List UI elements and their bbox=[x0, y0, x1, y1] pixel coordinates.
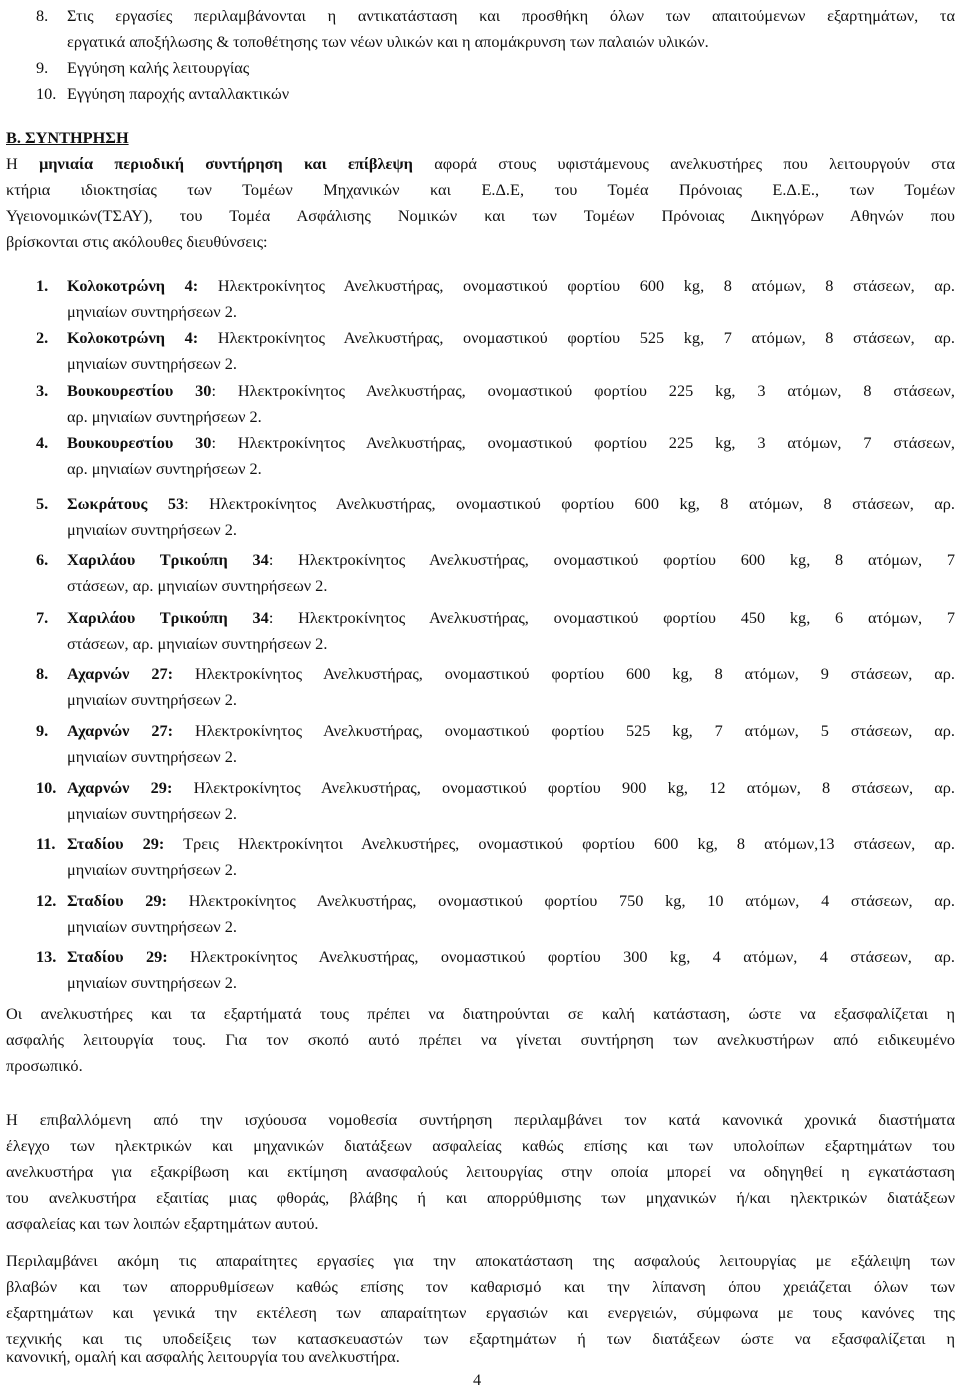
paragraph-text: Η bbox=[6, 154, 40, 173]
list-item-number: 13. bbox=[36, 947, 57, 966]
list-item-number: 4. bbox=[36, 433, 49, 452]
list-item-text: Ηλεκτροκίνητος Ανελκυστήρας, ονομαστικού φορτίου 750 kg, 10 ατόμων, 4 στάσεων, αρ. bbox=[166, 891, 955, 910]
list-item-line: μηνιαίων συντηρήσεων 2. bbox=[67, 917, 237, 936]
list-item-line bbox=[67, 381, 955, 401]
list-item-line bbox=[67, 778, 955, 798]
list-item-number: 1. bbox=[36, 276, 49, 295]
paragraph-line: τεχνικής και τις υποδείξεις των κατασκευαστών των εξαρτημάτων ή των διατάξεων ώστε να εξασφαλίζεται η bbox=[6, 1329, 955, 1348]
address-label: Σταδίου 29: bbox=[67, 891, 167, 910]
section-paragraph-line: κτήρια ιδιοκτησίας των Τομέων Μηχανικών και Ε.Δ.Ε, του Τομέα Πρόνοιας Ε.Δ.Ε., των Τομέων bbox=[6, 180, 955, 199]
list-item-line: αρ. μηνιαίων συντηρήσεων 2. bbox=[67, 459, 262, 478]
intro-item-text: Εγγύηση παροχής ανταλλακτικών bbox=[67, 84, 290, 103]
list-item-line bbox=[67, 328, 955, 348]
address-label: Αχαρνών 29: bbox=[67, 778, 173, 797]
list-item-text: : Ηλεκτροκίνητος Ανελκυστήρας, ονομαστικού φορτίου 450 kg, 6 ατόμων, 7 bbox=[268, 608, 956, 627]
intro-item-text: Στις εργασίες περιλαμβάνονται η αντικατάσταση και προσθήκη όλων των απαιτούμενων εξαρτημάτων, τα bbox=[67, 6, 955, 25]
paragraph-line: ασφαλής λειτουργία τους. Για τον σκοπό αυτό πρέπει να γίνεται συντήρηση των ανελκυστήρων από ειδικευμένο bbox=[6, 1030, 955, 1049]
list-item-line: μηνιαίων συντηρήσεων 2. bbox=[67, 302, 237, 321]
address-label: Σταδίου 29: bbox=[67, 834, 165, 853]
page-number: 4 bbox=[473, 1370, 482, 1389]
list-item-text: Τρεις Ηλεκτροκίνητοι Ανελκυστήρες, ονομαστικού φορτίου 600 kg, 8 ατόμων,13 στάσεων, αρ. bbox=[164, 834, 955, 853]
list-item-text: Ηλεκτροκίνητος Ανελκυστήρας, ονομαστικού φορτίου 300 kg, 4 ατόμων, 4 στάσεων, αρ. bbox=[167, 947, 955, 966]
paragraph-bold-text: μηνιαία περιοδική συντήρηση και επίβλεψη bbox=[39, 154, 413, 173]
address-label: Χαριλάου Τρικούπη 34 bbox=[67, 550, 269, 569]
address-label: Αχαρνών 27: bbox=[67, 721, 174, 740]
paragraph-line: ασφαλείας και των λοιπών εξαρτημάτων αυτού. bbox=[6, 1214, 319, 1233]
list-item-text: Ηλεκτροκίνητος Ανελκυστήρας, ονομαστικού φορτίου 600 kg, 8 ατόμων, 9 στάσεων, αρ. bbox=[173, 664, 955, 683]
list-item-text: : Ηλεκτροκίνητος Ανελκυστήρας, ονομαστικού φορτίου 225 kg, 3 ατόμων, 8 στάσεων, bbox=[211, 381, 955, 400]
list-item-text: : Ηλεκτροκίνητος Ανελκυστήρας, ονομαστικού φορτίου 600 kg, 8 ατόμων, 8 στάσεων, αρ. bbox=[184, 494, 956, 513]
paragraph-line: εξαρτημάτων και γενικά την εκτέλεση των απαραίτητων εργασιών και ενεργειών, σύμφωνα με τους κανόνες της bbox=[6, 1303, 955, 1322]
list-item-line: μηνιαίων συντηρήσεων 2. bbox=[67, 690, 237, 709]
address-label: Κολοκοτρώνη 4: bbox=[67, 276, 199, 295]
list-item-line bbox=[67, 664, 955, 684]
paragraph-line: κανονική, ομαλή και ασφαλής λειτουργία του ανελκυστήρα. bbox=[6, 1347, 400, 1366]
list-item-text: Ηλεκτροκίνητος Ανελκυστήρας, ονομαστικού φορτίου 525 kg, 7 ατόμων, 8 στάσεων, αρ. bbox=[198, 328, 956, 347]
address-label: Βουκουρεστίου 30 bbox=[67, 433, 212, 452]
list-item-line: μηνιαίων συντηρήσεων 2. bbox=[67, 520, 237, 539]
section-paragraph-line: Υγειονομικών(ΤΣΑΥ), του Τομέα Ασφάλισης Νομικών και των Τομέων Πρόνοιας Δικηγόρων Αθηνών που bbox=[6, 206, 955, 225]
list-item-line bbox=[67, 721, 955, 741]
address-label: Αχαρνών 27: bbox=[67, 664, 174, 683]
address-label: Σωκράτους 53 bbox=[67, 494, 185, 513]
list-item-line bbox=[67, 947, 955, 967]
list-item-number: 10. bbox=[36, 778, 57, 797]
list-item-text: Ηλεκτροκίνητος Ανελκυστήρας, ονομαστικού φορτίου 600 kg, 8 ατόμων, 8 στάσεων, αρ. bbox=[198, 276, 956, 295]
list-item-line: αρ. μηνιαίων συντηρήσεων 2. bbox=[67, 407, 262, 426]
address-label: Βουκουρεστίου 30 bbox=[67, 381, 212, 400]
address-label: Χαριλάου Τρικούπη 34 bbox=[67, 608, 269, 627]
list-item-number: 3. bbox=[36, 381, 49, 400]
intro-item-text: Εγγύηση καλής λειτουργίας bbox=[67, 58, 250, 77]
intro-item-number: 10. bbox=[36, 84, 57, 103]
address-label: Σταδίου 29: bbox=[67, 947, 168, 966]
section-paragraph-line: βρίσκονται στις ακόλουθες διευθύνσεις: bbox=[6, 232, 268, 251]
paragraph-line: ανελκυστήρα για εξακρίβωση και εκτίμηση ανασφαλούς λειτουργίας στην οποία μπορεί να οδηγηθεί η εγκατάσταση bbox=[6, 1162, 955, 1181]
intro-item-number: 8. bbox=[36, 6, 49, 25]
list-item-line bbox=[67, 550, 955, 570]
paragraph-line: έλεγχο των ηλεκτρικών και μηχανικών διατάξεων ασφαλείας καθώς επίσης και των υπολοίπων εξαρτημάτων του bbox=[6, 1136, 955, 1155]
list-item-line bbox=[67, 433, 955, 453]
list-item-number: 8. bbox=[36, 664, 49, 683]
list-item-line bbox=[67, 608, 955, 628]
list-item-line bbox=[67, 276, 955, 296]
section-paragraph-line bbox=[6, 154, 955, 174]
list-item-line bbox=[67, 891, 955, 911]
list-item-number: 9. bbox=[36, 721, 49, 740]
list-item-text: : Ηλεκτροκίνητος Ανελκυστήρας, ονομαστικού φορτίου 600 kg, 8 ατόμων, 7 bbox=[268, 550, 956, 569]
list-item-line: μηνιαίων συντηρήσεων 2. bbox=[67, 747, 237, 766]
paragraph-line: βλαβών και των απορρυθμίσεων καθώς επίσης τον καθαρισμό και την λίπανση όπου χρειάζεται όλων των bbox=[6, 1277, 955, 1296]
list-item-number: 6. bbox=[36, 550, 49, 569]
address-label: Κολοκοτρώνη 4: bbox=[67, 328, 199, 347]
paragraph-line: προσωπικό. bbox=[6, 1056, 83, 1075]
list-item-text: Ηλεκτροκίνητος Ανελκυστήρας, ονομαστικού φορτίου 525 kg, 7 ατόμων, 5 στάσεων, αρ. bbox=[173, 721, 955, 740]
list-item-line: μηνιαίων συντηρήσεων 2. bbox=[67, 973, 237, 992]
list-item-line: μηνιαίων συντηρήσεων 2. bbox=[67, 860, 237, 879]
section-heading-text: Β. ΣΥΝΤΗΡΗΣΗ bbox=[6, 128, 129, 147]
paragraph-text: αφορά στους υφιστάμενους ανελκυστήρες που λειτουργούν στα bbox=[412, 154, 955, 173]
list-item-number: 11. bbox=[36, 834, 56, 853]
list-item-text: Ηλεκτροκίνητος Ανελκυστήρας, ονομαστικού φορτίου 900 kg, 12 ατόμων, 8 στάσεων, αρ. bbox=[172, 778, 956, 797]
list-item-line: μηνιαίων συντηρήσεων 2. bbox=[67, 804, 237, 823]
list-item-line: στάσεων, αρ. μηνιαίων συντηρήσεων 2. bbox=[67, 576, 328, 595]
list-item-text: : Ηλεκτροκίνητος Ανελκυστήρας, ονομαστικού φορτίου 225 kg, 3 ατόμων, 7 στάσεων, bbox=[211, 433, 955, 452]
list-item-number: 12. bbox=[36, 891, 57, 910]
paragraph-line: Η επιβαλλόμενη από την ισχύουσα νομοθεσία συντήρηση περιλαμβάνει τον κατά κανονικά χρονικά διαστήματα bbox=[6, 1110, 955, 1129]
paragraph-line: Οι ανελκυστήρες και τα εξαρτήματά τους πρέπει να διατηρούνται σε καλή κατάσταση, ώστε να εξασφαλίζεται η bbox=[6, 1004, 955, 1023]
paragraph-line: του ανελκυστήρα εξαιτίας μιας φθοράς, βλάβης ή και απορρύθμισης των μηχανικών ή/και ηλεκτρικών διατάξεων bbox=[6, 1188, 955, 1207]
list-item-number: 7. bbox=[36, 608, 49, 627]
paragraph-line: Περιλαμβάνει ακόμη τις απαραίτητες εργασίες για την αποκατάσταση της ασφαλούς λειτουργίας με εξάλειψη των bbox=[6, 1251, 955, 1270]
list-item-line: στάσεων, αρ. μηνιαίων συντηρήσεων 2. bbox=[67, 634, 328, 653]
list-item-line bbox=[67, 494, 955, 514]
section-heading bbox=[6, 128, 129, 148]
list-item-line: μηνιαίων συντηρήσεων 2. bbox=[67, 354, 237, 373]
intro-item-text: εργατικά αποξήλωσης & τοποθέτησης των νέων υλικών και η απομάκρυνση των παλαιών υλικών. bbox=[67, 32, 709, 51]
list-item-number: 5. bbox=[36, 494, 49, 513]
list-item-line bbox=[67, 834, 955, 854]
list-item-number: 2. bbox=[36, 328, 49, 347]
intro-item-number: 9. bbox=[36, 58, 49, 77]
